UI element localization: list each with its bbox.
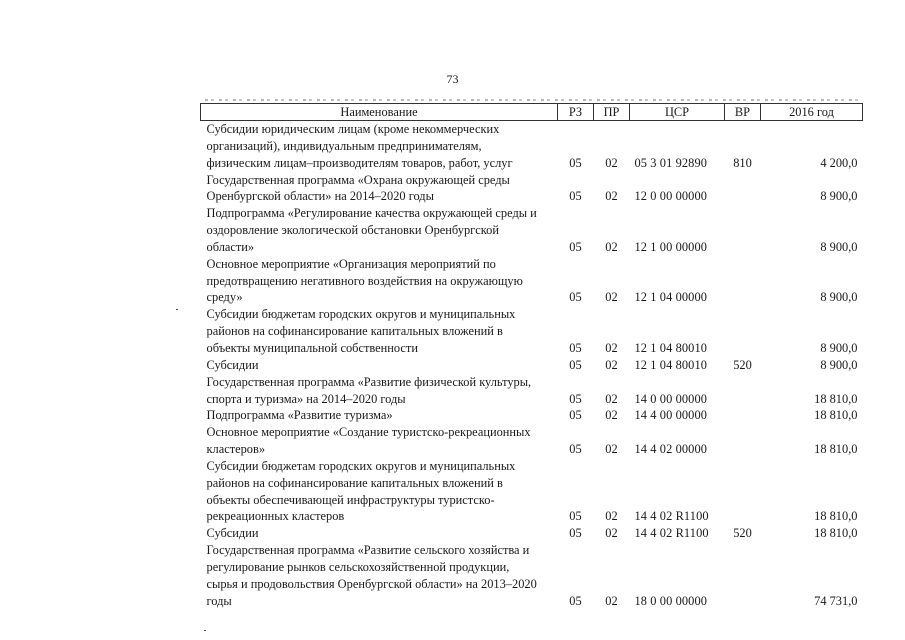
row-name-line: области» xyxy=(206,239,255,254)
row-name-line: регулирование рынков сельскохозяйственной продукции, xyxy=(206,559,510,574)
row-name-line: Субсидии xyxy=(206,526,259,541)
row-pr: 02 xyxy=(605,442,618,457)
row-name xyxy=(201,256,558,307)
row-pr: 02 xyxy=(605,526,618,541)
row-name-line: объекты муниципальной собственности xyxy=(206,340,418,355)
row-csr: 12 1 04 80010 xyxy=(634,357,708,372)
row-name xyxy=(201,205,558,256)
table-body xyxy=(201,121,863,610)
table-row xyxy=(201,542,863,609)
row-rz: 05 xyxy=(569,290,582,305)
row-vr xyxy=(725,424,761,458)
row-csr: 14 4 02 00000 xyxy=(634,442,708,457)
table-row xyxy=(201,172,863,206)
row-pr: 02 xyxy=(605,357,618,372)
scan-speck xyxy=(204,630,206,631)
row-vr xyxy=(725,407,761,424)
row-rz: 05 xyxy=(569,408,582,423)
row-pr: 02 xyxy=(605,189,618,204)
row-csr: 14 4 02 R1100 xyxy=(634,526,709,541)
row-amount: 8 900,0 xyxy=(820,189,858,204)
row-vr: 520 xyxy=(733,526,752,541)
row-name xyxy=(201,458,558,525)
row-rz: 05 xyxy=(569,155,582,170)
table-row xyxy=(201,205,863,256)
row-pr: 02 xyxy=(605,408,618,423)
row-rz: 05 xyxy=(569,526,582,541)
row-rz: 05 xyxy=(569,509,582,524)
row-csr: 12 0 00 00000 xyxy=(634,189,708,204)
row-rz: 05 xyxy=(569,391,582,406)
row-csr: 12 1 04 80010 xyxy=(634,340,708,355)
row-vr xyxy=(725,458,761,525)
header-rz: РЗ xyxy=(558,104,594,121)
row-pr: 02 xyxy=(605,155,618,170)
row-name-line: Государственная программа «Развитие физической культуры, xyxy=(206,374,532,389)
row-name-line: физическим лицам–производителям товаров, работ, услуг xyxy=(206,155,513,170)
table-row xyxy=(201,407,863,424)
row-name xyxy=(201,374,558,408)
row-amount: 18 810,0 xyxy=(814,442,858,457)
row-rz: 05 xyxy=(569,357,582,372)
row-rz: 05 xyxy=(569,593,582,608)
row-name xyxy=(201,357,558,374)
row-vr: 520 xyxy=(733,357,752,372)
table-row xyxy=(201,374,863,408)
row-pr: 02 xyxy=(605,239,618,254)
row-amount: 18 810,0 xyxy=(814,526,858,541)
table-row xyxy=(201,525,863,542)
row-rz: 05 xyxy=(569,442,582,457)
row-amount: 74 731,0 xyxy=(814,593,858,608)
row-rz: 05 xyxy=(569,189,582,204)
table-row xyxy=(201,357,863,374)
row-name-line: объекты обеспечивающей инфраструктуры туристско- xyxy=(206,492,495,507)
budget-table xyxy=(200,103,863,609)
row-name-line: организаций), индивидуальным предпринимателям, xyxy=(206,138,482,153)
row-pr: 02 xyxy=(605,593,618,608)
row-name-line: Подпрограмма «Регулирование качества окружающей среды и xyxy=(206,206,537,221)
header-vr: ВР xyxy=(725,104,761,121)
row-name-line: Подпрограмма «Развитие туризма» xyxy=(206,408,393,423)
row-name-line: спорта и туризма» на 2014–2020 годы xyxy=(206,391,406,406)
row-name-line: оздоровление экологической обстановки Оренбургской xyxy=(206,223,499,238)
row-name-line: Государственная программа «Развитие сельского хозяйства и xyxy=(206,543,530,558)
header-year: 2016 год xyxy=(761,104,863,121)
scan-speck xyxy=(176,309,178,310)
row-csr: 12 1 04 00000 xyxy=(634,290,708,305)
row-name xyxy=(201,407,558,424)
row-name-line: кластеров» xyxy=(206,442,266,457)
row-amount: 4 200,0 xyxy=(820,155,858,170)
row-vr xyxy=(725,542,761,609)
header-csr: ЦСР xyxy=(630,104,725,121)
row-rz: 05 xyxy=(569,340,582,355)
row-amount: 8 900,0 xyxy=(820,290,858,305)
row-amount: 8 900,0 xyxy=(820,357,858,372)
scan-streak xyxy=(205,99,860,101)
row-amount: 18 810,0 xyxy=(814,408,858,423)
table-row xyxy=(201,458,863,525)
table-header-row xyxy=(201,104,863,121)
row-name xyxy=(201,525,558,542)
row-pr: 02 xyxy=(605,340,618,355)
header-name: Наименование xyxy=(201,104,558,121)
row-csr: 14 4 02 R1100 xyxy=(634,509,709,524)
row-name-line: Субсидии xyxy=(206,357,259,372)
table-row xyxy=(201,306,863,357)
row-name-line: годы xyxy=(206,593,232,608)
row-pr: 02 xyxy=(605,509,618,524)
row-name-line: предотвращению негативного воздействия на окружающую xyxy=(206,273,523,288)
row-name-line: районов на софинансирование капитальных вложений в xyxy=(206,324,503,339)
row-name-line: рекреационных кластеров xyxy=(206,509,345,524)
row-vr: 810 xyxy=(733,155,752,170)
row-name-line: Оренбургской области» на 2014–2020 годы xyxy=(206,189,434,204)
row-csr: 14 4 00 00000 xyxy=(634,408,708,423)
row-csr: 18 0 00 00000 xyxy=(634,593,708,608)
row-name-line: Основное мероприятие «Создание туристско-рекреационных xyxy=(206,425,531,440)
row-vr xyxy=(725,205,761,256)
row-vr xyxy=(725,374,761,408)
row-name-line: Субсидии бюджетам городских округов и муниципальных xyxy=(206,307,516,322)
row-amount: 8 900,0 xyxy=(820,239,858,254)
table-row xyxy=(201,121,863,172)
row-name-line: Субсидии юридическим лицам (кроме некоммерческих xyxy=(206,122,500,136)
row-name xyxy=(201,121,558,172)
row-name-line: Субсидии бюджетам городских округов и муниципальных xyxy=(206,458,516,473)
row-name xyxy=(201,424,558,458)
table-row xyxy=(201,256,863,307)
row-name-line: среду» xyxy=(206,290,243,305)
row-csr: 05 3 01 92890 xyxy=(634,155,708,170)
row-name xyxy=(201,542,558,609)
row-amount: 18 810,0 xyxy=(814,391,858,406)
row-pr: 02 xyxy=(605,290,618,305)
row-name xyxy=(201,306,558,357)
row-name xyxy=(201,172,558,206)
page-number: 73 xyxy=(446,72,459,86)
header-pr: ПР xyxy=(594,104,630,121)
row-vr xyxy=(725,256,761,307)
row-amount: 18 810,0 xyxy=(814,509,858,524)
row-name-line: сырья и продовольствия Оренбургской области» на 2013–2020 xyxy=(206,576,537,591)
row-pr: 02 xyxy=(605,391,618,406)
row-name-line: Государственная программа «Охрана окружающей среды xyxy=(206,172,510,187)
row-amount: 8 900,0 xyxy=(820,340,858,355)
row-vr xyxy=(725,306,761,357)
table-row xyxy=(201,424,863,458)
row-name-line: районов на софинансирование капитальных вложений в xyxy=(206,475,503,490)
row-name-line: Основное мероприятие «Организация мероприятий по xyxy=(206,256,496,271)
row-vr xyxy=(725,172,761,206)
row-rz: 05 xyxy=(569,239,582,254)
row-csr: 12 1 00 00000 xyxy=(634,239,708,254)
row-csr: 14 0 00 00000 xyxy=(634,391,708,406)
